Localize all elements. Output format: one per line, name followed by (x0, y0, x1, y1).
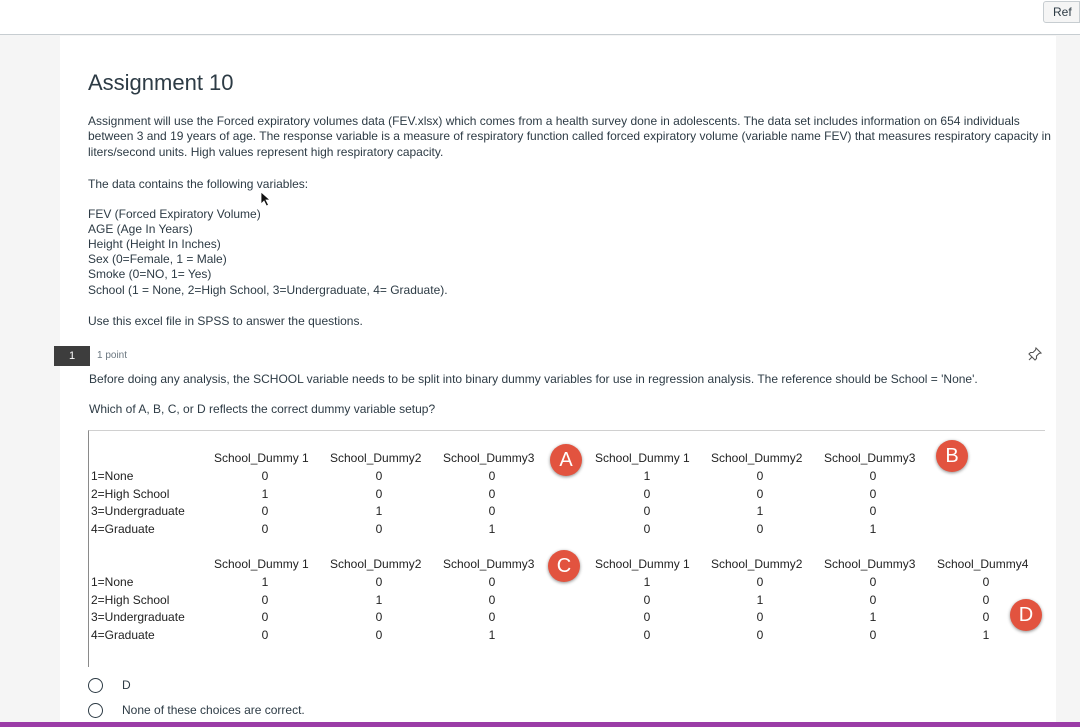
variable-item: FEV (Forced Expiratory Volume) (88, 207, 261, 221)
cell-value: 0 (643, 593, 651, 607)
option-badge-c: C (548, 550, 580, 582)
pin-icon[interactable] (1028, 347, 1042, 361)
column-header: School_Dummy 1 (595, 557, 690, 571)
variables-intro: The data contains the following variables: (88, 177, 309, 191)
cell-value: 0 (756, 469, 764, 483)
cell-value: 0 (982, 593, 990, 607)
cell-value: 1 (261, 487, 269, 501)
cell-value: 0 (375, 610, 383, 624)
radio-button[interactable] (88, 678, 103, 693)
question-points: 1 point (97, 350, 128, 361)
radio-button[interactable] (88, 703, 103, 718)
variable-item: Height (Height In Inches) (88, 237, 221, 251)
variable-item: Sex (0=Female, 1 = Male) (88, 252, 227, 266)
variable-item: Smoke (0=NO, 1= Yes) (88, 267, 212, 281)
cell-value: 0 (869, 628, 877, 642)
cell-value: 0 (643, 522, 651, 536)
cell-value: 1 (375, 593, 383, 607)
instruction-text: Use this excel file in SPSS to answer the questions. (88, 314, 363, 328)
cell-value: 0 (982, 610, 990, 624)
cell-value: 0 (756, 575, 764, 589)
row-label: 3=Undergraduate (91, 504, 185, 518)
cell-value: 0 (756, 522, 764, 536)
cell-value: 0 (869, 593, 877, 607)
cell-value: 0 (488, 469, 496, 483)
column-header: School_Dummy3 (443, 451, 535, 465)
row-label: 1=None (91, 469, 134, 483)
page-title: Assignment 10 (88, 70, 234, 95)
cell-value: 1 (643, 469, 651, 483)
cell-value: 1 (869, 610, 877, 624)
cell-value: 1 (982, 628, 990, 642)
cell-value: 0 (488, 593, 496, 607)
row-label: 4=Graduate (91, 628, 155, 642)
column-header: School_Dummy4 (937, 557, 1029, 571)
bottom-accent-bar (0, 722, 1080, 727)
dummy-set-bottom (89, 537, 1045, 667)
cell-value: 0 (488, 504, 496, 518)
top-bar (0, 0, 1080, 35)
cell-value: 0 (869, 487, 877, 501)
column-header: School_Dummy3 (824, 451, 916, 465)
column-header: School_Dummy 1 (595, 451, 690, 465)
variable-item: AGE (Age In Years) (88, 222, 193, 236)
option-badge-d: D (1010, 599, 1042, 631)
cell-value: 1 (869, 522, 877, 536)
cell-value: 0 (375, 628, 383, 642)
cell-value: 0 (261, 504, 269, 518)
column-header: School_Dummy3 (824, 557, 916, 571)
cell-value: 0 (375, 522, 383, 536)
row-label: 4=Graduate (91, 522, 155, 536)
dummy-variable-figure (88, 430, 1045, 667)
answer-label[interactable]: D (122, 678, 131, 692)
option-badge-b: B (936, 440, 968, 472)
cell-value: 1 (756, 593, 764, 607)
cell-value: 0 (756, 628, 764, 642)
column-header: School_Dummy 1 (214, 557, 309, 571)
question-number: 1 (54, 346, 90, 366)
question-prompt: Which of A, B, C, or D reflects the correct dummy variable setup? (89, 402, 436, 416)
row-label: 3=Undergraduate (91, 610, 185, 624)
cell-value: 0 (643, 628, 651, 642)
column-header: School_Dummy2 (330, 557, 422, 571)
cell-value: 1 (488, 628, 496, 642)
cell-value: 1 (643, 575, 651, 589)
column-header: School_Dummy 1 (214, 451, 309, 465)
cell-value: 0 (261, 628, 269, 642)
cell-value: 0 (261, 593, 269, 607)
cell-value: 1 (261, 575, 269, 589)
cell-value: 1 (488, 522, 496, 536)
cell-value: 0 (261, 610, 269, 624)
cell-value: 0 (643, 610, 651, 624)
top-right-button[interactable]: Ref (1043, 1, 1080, 23)
cell-value: 0 (488, 575, 496, 589)
cell-value: 0 (756, 610, 764, 624)
mouse-cursor-icon (260, 191, 272, 207)
assignment-description: Assignment will use the Forced expiratory volumes data (FEV.xlsx) which comes from a health survey done in adolescents. The data set includes information on 654 individuals between 3 and 19 years of age. The response variable is a measure of respiratory function called forced expiratory volume (variable name FEV) that measures respiratory capacity in liters/second units. High values represent high respiratory capacity. (88, 114, 1051, 159)
column-header: School_Dummy2 (711, 451, 803, 465)
row-label: 2=High School (91, 593, 170, 607)
column-header: School_Dummy2 (711, 557, 803, 571)
cell-value: 0 (261, 469, 269, 483)
dummy-set-top (89, 431, 1045, 541)
cell-value: 1 (756, 504, 764, 518)
cell-value: 0 (488, 610, 496, 624)
row-label: 1=None (91, 575, 134, 589)
cell-value: 0 (643, 487, 651, 501)
cell-value: 0 (869, 469, 877, 483)
assignment-panel (60, 36, 1056, 727)
cell-value: 0 (375, 469, 383, 483)
answer-label[interactable]: None of these choices are correct. (122, 703, 305, 717)
cell-value: 0 (756, 487, 764, 501)
cell-value: 0 (643, 504, 651, 518)
cell-value: 0 (375, 487, 383, 501)
cell-value: 0 (869, 504, 877, 518)
variable-item: School (1 = None, 2=High School, 3=Undergraduate, 4= Graduate). (88, 283, 448, 297)
cell-value: 0 (375, 575, 383, 589)
option-badge-a: A (550, 444, 582, 476)
question-text: Before doing any analysis, the SCHOOL variable needs to be split into binary dummy variables for use in regression analysis. The reference should be School = 'None'. (89, 372, 978, 386)
cell-value: 0 (869, 575, 877, 589)
row-label: 2=High School (91, 487, 170, 501)
cell-value: 0 (261, 522, 269, 536)
column-header: School_Dummy2 (330, 451, 422, 465)
column-header: School_Dummy3 (443, 557, 535, 571)
cell-value: 0 (982, 575, 990, 589)
cell-value: 1 (375, 504, 383, 518)
cell-value: 0 (488, 487, 496, 501)
